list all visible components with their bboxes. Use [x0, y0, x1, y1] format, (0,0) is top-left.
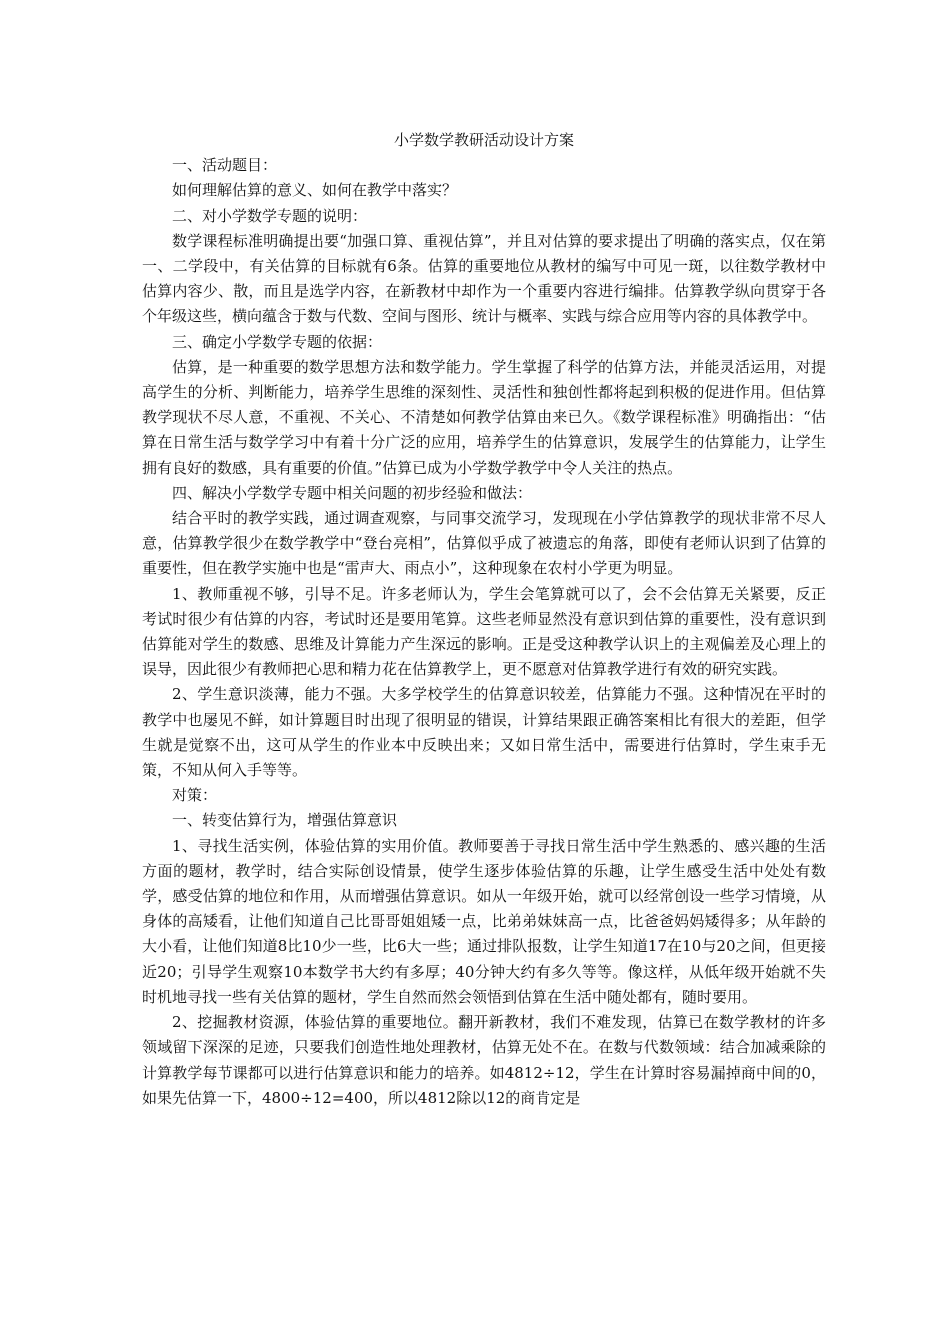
paragraph-topic-description: 数学课程标准明确提出要“加强口算、重视估算”，并且对估算的要求提出了明确的落实点，仅在第一、二学段中，有关估算的目标就有6条。估算的重要地位从教材的编写中可见一斑，以往数学教材中估算内容少、散，而且是选学内容，在新教材中却作为一个重要内容进行编排。估算教学纵向贯穿于各个年级这些，横向蕴含于数与代数、空间与图形、统计与概率、实践与综合应用等内容的具体教学中。 [142, 231, 826, 326]
paragraph-student-issue: 2、学生意识淡薄，能力不强。大多学校学生的估算意识较差，估算能力不强。这种情况在平时的教学中也屡见不鲜，如计算题目时出现了很明显的错误，计算结果跟正确答案相比有很大的差距，但学生就是觉察不出，这可从学生的作业本中反映出来；又如日常生活中，需要进行估算时，学生束手无策，不知从何入手等等。 [142, 685, 826, 780]
heading-experience-practice: 四、解决小学数学专题中相关问题的初步经验和做法： [172, 483, 533, 502]
paragraph-life-examples: 1、寻找生活实例，体验估算的实用价值。教师要善于寻找日常生活中学生熟悉的、感兴趣的生活方面的题材，教学时，结合实际创设情景，使学生逐步体验估算的乐趣，让学生感受生活中处处有数学，感受估算的地位和作用，从而增强估算意识。如从一年级开始，就可以经常创设一些学习情境，从身体的高矮看，让他们知道自己比哥哥姐姐矮一点，比弟弟妹妹高一点，比爸爸妈妈矮得多；从年龄的大小看，让他们知道8比10少一些，比6大一些；通过排队报数，让学生知道17在10与20之间，但更接近20；引导学生观察10本数学书大约有多厚；40分钟大约有多久等等。像这样，从低年级开始就不失时机地寻找一些有关估算的题材，学生自然而然会领悟到估算在生活中随处都有，随时要用。 [142, 836, 826, 1006]
heading-countermeasures: 对策： [172, 786, 218, 805]
document-title: 小学数学教研活动设计方案 [393, 131, 574, 149]
paragraph-current-situation: 结合平时的教学实践，通过调查观察，与同事交流学习，发现现在小学估算教学的现状非常不尽人意，估算教学很少在数学教学中“登台亮相”，估算似乎成了被遗忘的角落，即使有老师认识到了估算的重要性，但在教学实施中也是“雷声大、雨点小”，这种现象在农村小学更为明显。 [142, 509, 826, 578]
activity-topic-question: 如何理解估算的意义、如何在教学中落实？ [172, 181, 458, 200]
paragraph-textbook-resources: 2、挖掘教材资源，体验估算的重要地位。翻开新教材，我们不难发现，估算已在数学教材的许多领域留下深深的足迹，只要我们创造性地处理教材，估算无处不在。在数与代数领域：结合加减乘除的计算教学每节课都可以进行估算意识和能力的培养。如4812÷12，学生在计算时容易漏掉商中间的0，如果先估算一下，4800÷12=400，所以4812除以12的商肯定是 [142, 1013, 826, 1107]
heading-topic-description: 二、对小学数学专题的说明： [172, 206, 368, 225]
paragraph-teacher-issue: 1、教师重视不够，引导不足。许多老师认为，学生会笔算就可以了，会不会估算无关紧要，反正考试时很少有估算的内容，考试时还是要用笔算。这些老师显然没有意识到估算的重要性，没有意识到估算能对学生的数感、思维及计算能力产生深远的影响。正是受这种教学认识上的主观偏差及心理上的误导，因此很少有教师把心思和精力花在估算教学上，更不愿意对估算教学进行有效的研究实践。 [142, 584, 826, 679]
heading-topic-basis: 三、确定小学数学专题的依据： [172, 332, 383, 351]
subheading-countermeasure-one: 一、转变估算行为，增强估算意识 [172, 811, 398, 830]
paragraph-topic-basis: 估算，是一种重要的数学思想方法和数学能力。学生掌握了科学的估算方法，并能灵活运用，对提高学生的分析、判断能力，培养学生思维的深刻性、灵活性和独创性都将起到积极的促进作用。但估算教学现状不尽人意，不重视、不关心、不清楚如何教学估算由来已久。《数学课程标准》明确指出：“估算在日常生活与数学学习中有着十分广泛的应用，培养学生的估算意识，发展学生的估算能力，让学生拥有良好的数感，具有重要的价值。”估算已成为小学数学教学中令人关注的热点。 [142, 357, 826, 477]
heading-activity-topic: 一、活动题目： [172, 156, 278, 175]
document-body [142, 128, 826, 1111]
